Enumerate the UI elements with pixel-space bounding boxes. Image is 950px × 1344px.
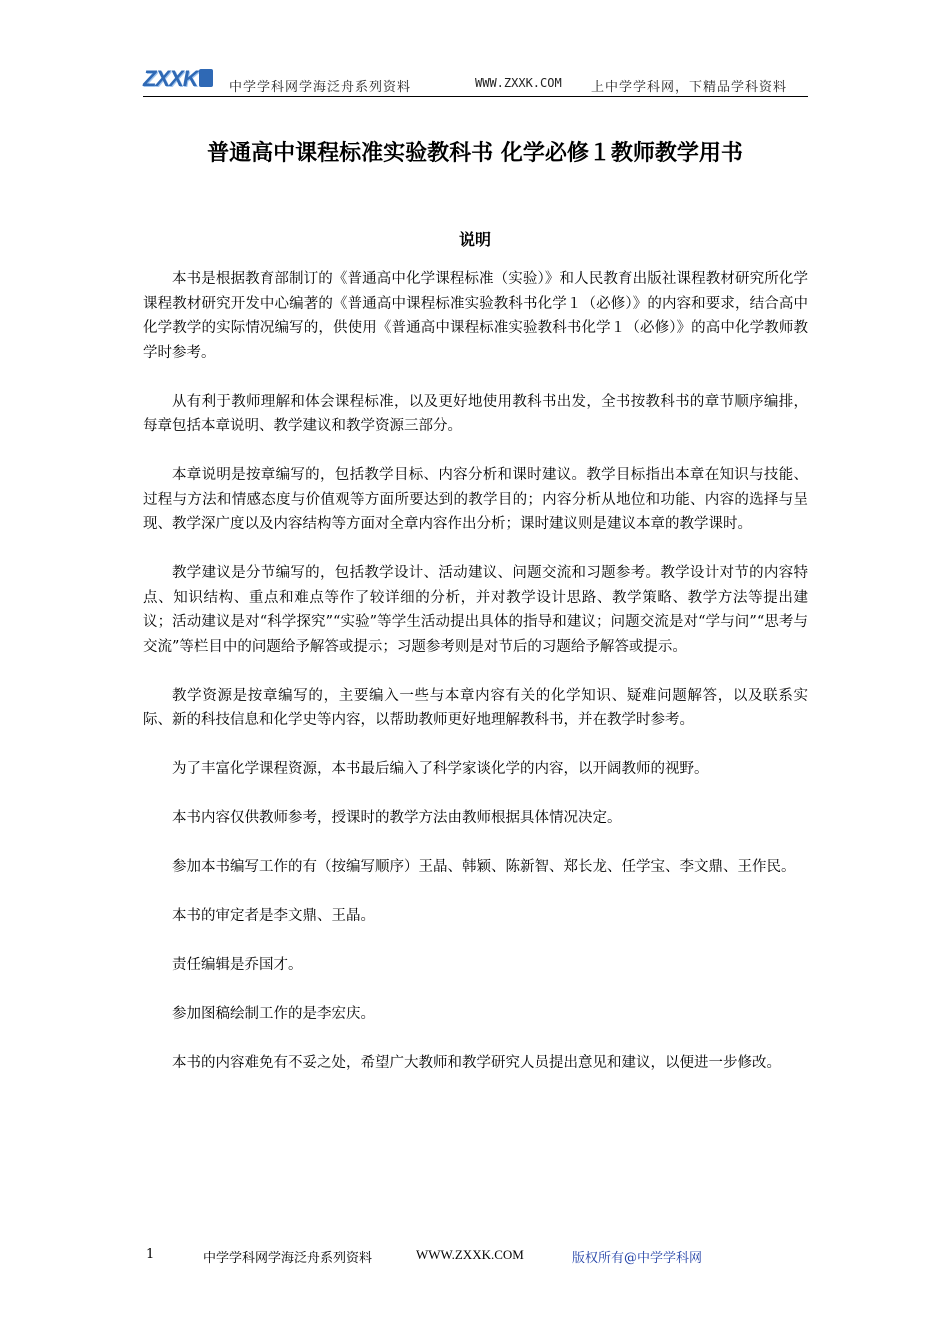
paragraph: 参加图稿绘制工作的是李宏庆。 [172, 1006, 375, 1022]
paragraph: 本章说明是按章编写的，包括教学目标、内容分析和课时建议。教学目标指出本章在知识与技能、过程与方法和情感态度与价值观等方面所要达到的教学目的；内容分析从地位和功能、内容的选择与呈现、教学深广度以及内容结构等方面对全章内容作出分析；课时建议则是建议本章的教学课时。 [143, 467, 808, 532]
page-header [143, 66, 808, 97]
header-series: 中学学科网学海泛舟系列资料 [229, 80, 412, 95]
header-slogan: 上中学学科网，下精品学科资料 [591, 80, 788, 95]
page-footer [0, 1247, 950, 1267]
paragraph: 责任编辑是乔国才。 [172, 957, 303, 973]
paragraph: 教学资源是按章编写的，主要编入一些与本章内容有关的化学知识、疑难问题解答，以及联系实际、新的科技信息和化学史等内容，以帮助教师更好地理解教科书，并在教学时参考。 [143, 687, 808, 728]
section-heading: 说明 [458, 230, 491, 249]
paragraph: 为了丰富化学课程资源，本书最后编入了科学家谈化学的内容，以开阔教师的视野。 [172, 761, 709, 777]
paragraph: 本书的内容难免有不妥之处，希望广大教师和教学研究人员提出意见和建议，以便进一步修改。 [172, 1055, 781, 1071]
logo-text: ZXXK [143, 66, 198, 91]
footer-copyright: 版权所有@中学学科网 [572, 1251, 703, 1266]
footer-site: WWW.ZXXK.COM [416, 1247, 524, 1262]
body-text [143, 267, 808, 1100]
paragraph: 本书是根据教育部制订的《普通高中化学课程标准（实验）》和人民教育出版社课程教材研究所化学课程教材研究开发中心编著的《普通高中课程标准实验教科书化学１（必修）》的内容和要求，结合高中化学教学的实际情况编写的，供使用《普通高中课程标准实验教科书化学１（必修）》的高中化学教师教学时参考。 [143, 271, 808, 361]
paragraph: 参加本书编写工作的有（按编写顺序）王晶、韩颖、陈新智、郑长龙、任学宝、李文鼎、王作民。 [172, 859, 796, 875]
logo-badge-icon [199, 69, 213, 87]
paragraph: 本书内容仅供教师参考，授课时的教学方法由教师根据具体情况决定。 [172, 810, 622, 826]
footer-series: 中学学科网学海泛舟系列资料 [203, 1251, 373, 1266]
header-site: WWW.ZXXK.COM [475, 76, 562, 90]
paragraph: 从有利于教师理解和体会课程标准，以及更好地使用教科书出发，全书按教科书的章节顺序编排，每章包括本章说明、教学建议和教学资源三部分。 [143, 393, 808, 434]
page-number: 1 [146, 1247, 155, 1262]
paragraph: 本书的审定者是李文鼎、王晶。 [172, 908, 375, 924]
paragraph: 教学建议是分节编写的，包括教学设计、活动建议、问题交流和习题参考。教学设计对节的内容特点、知识结构、重点和难点等作了较详细的分析，并对教学设计思路、教学策略、教学方法等提出建议；活动建议是对“科学探究”“实验”等学生活动提出具体的指导和建议；问题交流是对“学与问”“思考与交流”等栏目中的问题给予解答或提示；习题参考则是对节后的习题给予解答或提示。 [143, 565, 808, 655]
document-title: 普通高中课程标准实验教科书 化学必修１教师教学用书 [207, 140, 743, 166]
zxxk-logo [143, 66, 213, 90]
